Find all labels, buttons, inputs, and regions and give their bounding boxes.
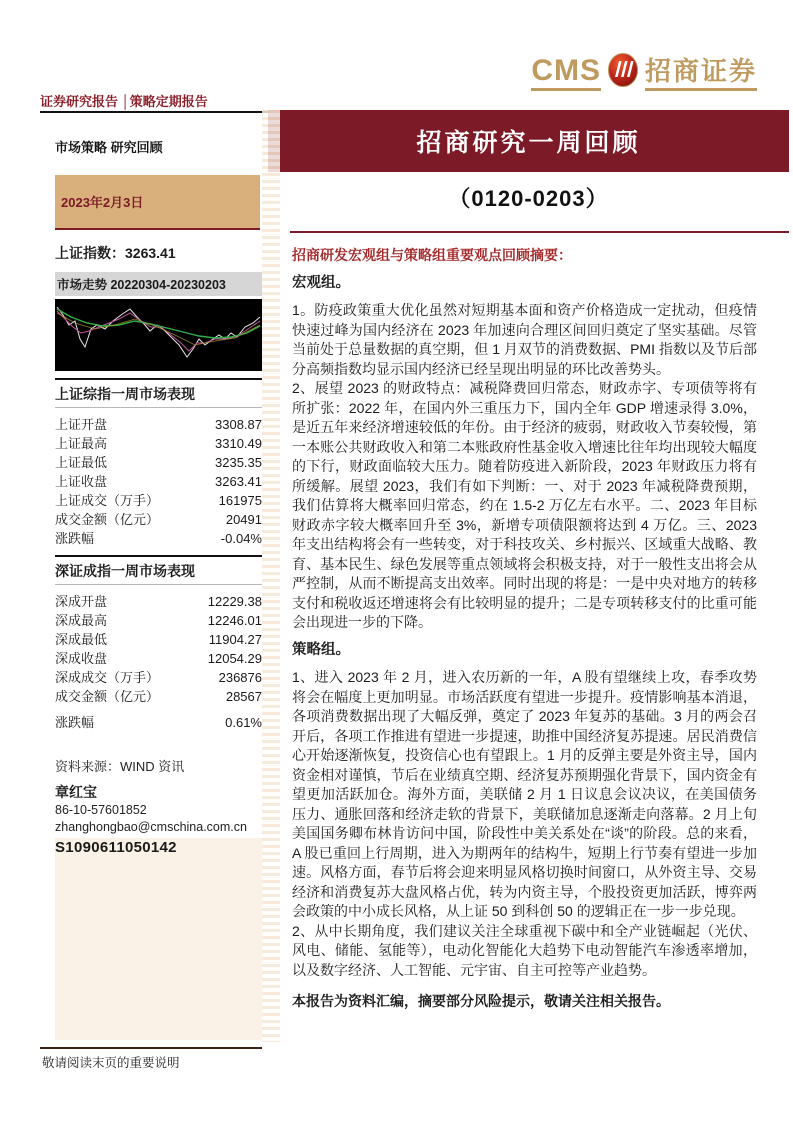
title-divider-rule <box>290 231 789 233</box>
closing-note: 本报告为资料汇编，摘要部分风险提示，敬请关注相关报告。 <box>292 993 670 1009</box>
row-label: 成交金额（亿元） <box>55 512 160 527</box>
market-trend-chart <box>55 299 262 371</box>
sidebar-background-fill <box>55 838 262 1040</box>
cms-logo-text: CMS <box>531 56 601 91</box>
table-row <box>55 611 262 630</box>
row-label: 上证最高 <box>55 436 108 451</box>
main-content <box>292 246 757 1012</box>
report-date: 2023年2月3日 <box>61 195 144 210</box>
row-label: 上证最低 <box>55 455 108 470</box>
analyst-email: zhanghongbao@cmschina.com.cn <box>55 820 247 834</box>
row-value: 12054.29 <box>207 651 262 666</box>
table-row <box>55 472 262 491</box>
row-label: 涨跌幅 <box>55 531 95 546</box>
row-value: 28567 <box>225 689 262 704</box>
page-title: 招商研究一周回顾 <box>416 129 641 157</box>
strategy-paragraph-1: 1、进入 2023 年 2 月，进入农历新的一年，A 股有望继续上攻，春季攻势将会在幅度上更加明显。市场活跃度有望进一步提升。疫情影响基本消退，各项消费数据出现了大幅反弹，奠定了 2023 年复苏的基础。3 月的两会召开后，各项工作推进有望进一步提速，助推中国经济复苏提速。居民消费信心开始逐渐恢复，投资信心也有望跟上。1 月的反弹主要是外资主导，国内资金相对谨慎，节后在业绩真空期、经济复苏预期强化背景下，国内资金有望更加活跃加仓。海外方面，美联储 2 月 1 日议息会议决议，在美国债务压力、通胀回落和经济走软的背景下，美联储加息逐渐走向落幕。2 月上旬美国国务卿布林肯访问中国，阶段性中美关系处在“谈”的阶段。总的来看，A 股已重回上行周期，进入为期两年的结构牛，短期上行节奏有望进一步加速。风格方面，春节后将会迎来明显风格切换时间窗口，从外资主导、交易经济和消费复苏大盘风格占优，转为内资主导，个股投资更加活跃，博弈两会政策的中小成长风格，从上证 50 到科创 50 的逻辑正在一步一步兑现。 <box>292 669 757 919</box>
summary-heading: 招商研发宏观组与策略组重要观点回顾摘要： <box>292 247 572 263</box>
column-divider <box>262 110 280 1042</box>
table-row <box>55 630 262 649</box>
sse-table-title: 上证综指一周市场表现 <box>55 378 262 408</box>
report-date-box <box>55 175 260 230</box>
row-label: 涨跌幅 <box>55 715 95 730</box>
company-logo <box>531 52 757 91</box>
report-type-label: 证券研究报告 │策略定期报告 <box>40 94 208 109</box>
row-value: 12246.01 <box>207 613 262 628</box>
row-value: 236876 <box>218 670 262 685</box>
row-label: 成交金额（亿元） <box>55 689 160 704</box>
sidebar <box>55 243 262 856</box>
row-value: 3310.49 <box>215 436 262 451</box>
strategy-group-heading: 策略组。 <box>292 641 350 658</box>
table-row <box>55 510 262 529</box>
footer-rule <box>40 1047 262 1049</box>
macro-paragraph-2: 2、展望 2023 的财政特点：减税降费回归常态，财政赤字、专项债等将有所扩张：2022 年，在国内外三重压力下，国内全年 GDP 增速录得 3.0%，是近五年来经济增速较低的年份。由于经济的疲弱，财政收入节奏较慢，第一本账公共财政收入和第二本账政府性基金收入增速比往年均出现较大幅度的下行，财政面临较大压力。随着防疫进入新阶段，2023 年财政压力将有所缓解。展望 2023，我们有如下判断：一、对于 2023 年减税降费预期，我们估算将大概率回归常态，约在 1.5-2 万亿左右水平。二、2023 年目标财政赤字较大概率回升至 3%，新增专项债限额将达到 4 万亿。三、2023 年支出结构将会有一些转变，对于科技攻关、乡村振兴、区域重大战略、教育、基本民生、绿色发展等重点领域将会积极支持，对于一般性支出将会从严控制，从而不断提高支出效率。同时出现的将是：一是中央对地方的转移支付和税收返还增速将会有比较明显的提升；二是专项转移支付的比重可能会出现进一步的下降。 <box>292 380 757 630</box>
analyst-name: 章红宝 <box>55 784 97 800</box>
footer-note: 敬请阅读末页的重要说明 <box>42 1056 180 1070</box>
row-label: 深成最高 <box>55 613 108 628</box>
row-label: 上证开盘 <box>55 417 108 432</box>
macro-paragraph-1: 1。防疫政策重大优化虽然对短期基本面和资产价格造成一定扰动，但疫情快速过峰为国内经济在 2023 年加速向合理区间回归奠定了坚实基础。尽管当前处于总量数据的真空期，但 1 月双节的消费数据、PMI 指数以及节后部分高频指数均显示国内经济已经呈现出明显的环比改善势头。 <box>292 302 757 377</box>
data-source: 资料来源：WIND 资讯 <box>55 759 185 774</box>
table-row <box>55 491 262 510</box>
report-type-underline <box>40 111 268 113</box>
strategy-paragraph-2: 2、从中长期角度，我们建议关注全球重视下碳中和全产业链崛起（光伏、风电、储能、氢能等），电动化智能化大趋势下电动智能汽车渗透率增加，以及数字经济、人工智能、元宇宙、自主可控等产业趋势。 <box>292 922 757 978</box>
table-row <box>55 668 262 687</box>
szse-table-title: 深证成指一周市场表现 <box>55 555 262 585</box>
market-trend-header: 市场走势 20220304-20230203 <box>55 272 262 296</box>
table-row <box>55 415 262 434</box>
report-category: 市场策略 研究回顾 <box>55 140 163 155</box>
analyst-phone: 86-10-57601852 <box>55 803 147 817</box>
table-row <box>55 453 262 472</box>
row-value: 3235.35 <box>215 455 262 470</box>
report-period: （0120-0203） <box>448 186 609 211</box>
table-row <box>55 713 262 732</box>
macro-group-heading: 宏观组。 <box>292 274 350 291</box>
row-label: 深成最低 <box>55 632 108 647</box>
analyst-block <box>55 756 262 856</box>
row-value: 161975 <box>218 493 262 508</box>
table-row <box>55 649 262 668</box>
table-row <box>55 592 262 611</box>
brand-name: 招商证券 <box>645 58 757 91</box>
row-label: 深成收盘 <box>55 651 108 666</box>
table-row <box>55 529 262 548</box>
row-value: -0.04% <box>220 531 262 546</box>
analyst-license: S1090611050142 <box>55 839 177 856</box>
row-label: 深成成交（万手） <box>55 670 160 685</box>
row-value: 12229.38 <box>207 594 262 609</box>
report-title-banner <box>268 110 789 172</box>
table-row <box>55 687 262 706</box>
table-row <box>55 434 262 453</box>
row-value: 0.61% <box>225 715 262 730</box>
row-label: 上证收盘 <box>55 474 108 489</box>
row-value: 20491 <box>225 512 262 527</box>
shanghai-index-value: 上证指数：3263.41 <box>55 245 176 261</box>
row-value: 3263.41 <box>215 474 262 489</box>
row-value: 3308.87 <box>215 417 262 432</box>
row-label: 上证成交（万手） <box>55 493 160 508</box>
row-value: 11904.27 <box>208 632 262 647</box>
row-label: 深成开盘 <box>55 594 108 609</box>
cms-emblem-icon <box>607 52 639 93</box>
